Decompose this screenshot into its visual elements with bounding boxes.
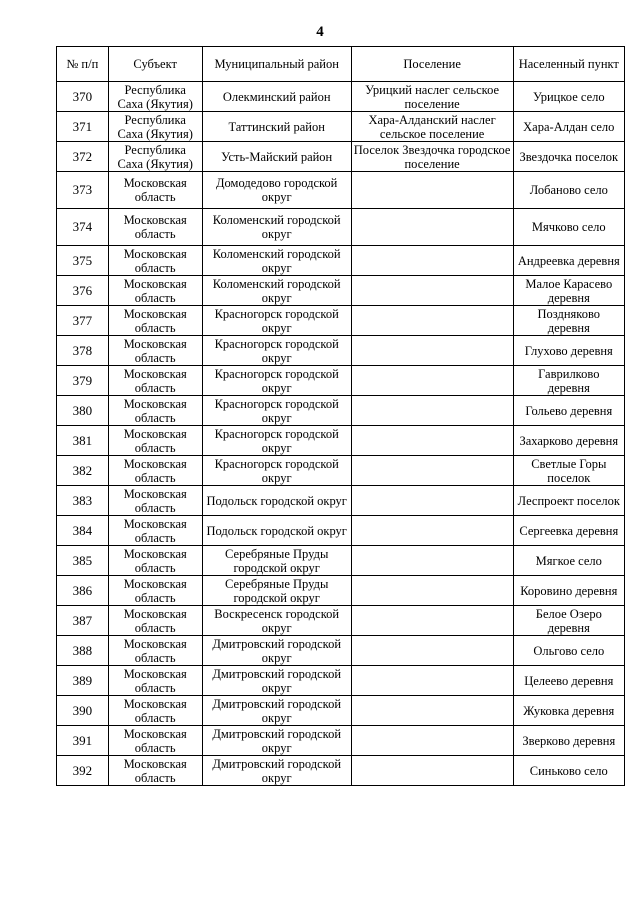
cell-municipal: Дмитровский городской округ — [202, 726, 351, 756]
cell-settlement — [351, 696, 513, 726]
cell-subject: Московская область — [108, 696, 202, 726]
cell-settlement — [351, 276, 513, 306]
cell-settlement — [351, 726, 513, 756]
table-row — [57, 666, 625, 696]
cell-municipal: Красногорск городской округ — [202, 396, 351, 426]
cell-subject: Московская область — [108, 396, 202, 426]
cell-municipal: Серебряные Пруды городской округ — [202, 576, 351, 606]
page-number: 4 — [316, 24, 324, 40]
cell-locality: Мягкое село — [513, 546, 624, 576]
cell-subject: Московская область — [108, 306, 202, 336]
header-subject: Субъект — [108, 47, 202, 82]
cell-locality: Светлые Горы поселок — [513, 456, 624, 486]
table-row — [57, 726, 625, 756]
cell-num: 381 — [57, 426, 109, 456]
table-row — [57, 336, 625, 366]
cell-municipal: Коломенский городской округ — [202, 246, 351, 276]
cell-num: 375 — [57, 246, 109, 276]
table-header-row — [57, 47, 625, 82]
cell-num: 390 — [57, 696, 109, 726]
cell-settlement — [351, 756, 513, 786]
cell-subject: Московская область — [108, 726, 202, 756]
cell-settlement — [351, 636, 513, 666]
cell-locality: Ольгово село — [513, 636, 624, 666]
cell-subject: Московская область — [108, 426, 202, 456]
cell-locality: Звездочка поселок — [513, 142, 624, 172]
settlements-table — [56, 46, 625, 786]
header-municipal: Муниципальный район — [202, 47, 351, 82]
cell-num: 391 — [57, 726, 109, 756]
cell-subject: Московская область — [108, 486, 202, 516]
cell-num: 371 — [57, 112, 109, 142]
cell-locality: Целеево деревня — [513, 666, 624, 696]
cell-subject: Московская область — [108, 336, 202, 366]
cell-locality: Леспроект поселок — [513, 486, 624, 516]
table-row — [57, 756, 625, 786]
cell-subject: Республика Саха (Якутия) — [108, 82, 202, 112]
cell-municipal: Дмитровский городской округ — [202, 666, 351, 696]
cell-locality: Глухово деревня — [513, 336, 624, 366]
table-row — [57, 426, 625, 456]
table-row — [57, 576, 625, 606]
cell-municipal: Олекминский район — [202, 82, 351, 112]
table-row — [57, 696, 625, 726]
cell-municipal: Усть-Майский район — [202, 142, 351, 172]
cell-locality: Малое Карасево деревня — [513, 276, 624, 306]
cell-municipal: Дмитровский городской округ — [202, 636, 351, 666]
cell-locality: Гаврилково деревня — [513, 366, 624, 396]
table-row — [57, 142, 625, 172]
cell-num: 380 — [57, 396, 109, 426]
cell-municipal: Подольск городской округ — [202, 516, 351, 546]
table-row — [57, 636, 625, 666]
cell-settlement — [351, 486, 513, 516]
cell-subject: Московская область — [108, 172, 202, 209]
cell-subject: Московская область — [108, 756, 202, 786]
cell-municipal: Красногорск городской округ — [202, 366, 351, 396]
cell-subject: Московская область — [108, 666, 202, 696]
cell-locality: Хара-Алдан село — [513, 112, 624, 142]
cell-subject: Московская область — [108, 636, 202, 666]
cell-settlement — [351, 336, 513, 366]
table-body — [57, 82, 625, 786]
cell-num: 373 — [57, 172, 109, 209]
cell-settlement — [351, 456, 513, 486]
cell-subject: Московская область — [108, 366, 202, 396]
cell-settlement — [351, 246, 513, 276]
cell-subject: Республика Саха (Якутия) — [108, 142, 202, 172]
cell-num: 383 — [57, 486, 109, 516]
cell-municipal: Красногорск городской округ — [202, 456, 351, 486]
cell-num: 374 — [57, 209, 109, 246]
table-row — [57, 516, 625, 546]
cell-municipal: Коломенский городской округ — [202, 209, 351, 246]
cell-locality: Урицкое село — [513, 82, 624, 112]
cell-municipal: Коломенский городской округ — [202, 276, 351, 306]
cell-settlement: Хара-Алданский наслег сельское поселение — [351, 112, 513, 142]
table-row — [57, 246, 625, 276]
cell-locality: Коровино деревня — [513, 576, 624, 606]
cell-subject: Московская область — [108, 606, 202, 636]
cell-num: 386 — [57, 576, 109, 606]
table-row — [57, 366, 625, 396]
cell-num: 370 — [57, 82, 109, 112]
table-row — [57, 172, 625, 209]
cell-locality: Андреевка деревня — [513, 246, 624, 276]
cell-settlement — [351, 209, 513, 246]
cell-municipal: Дмитровский городской округ — [202, 696, 351, 726]
cell-settlement — [351, 306, 513, 336]
table-row — [57, 486, 625, 516]
cell-municipal: Красногорск городской округ — [202, 336, 351, 366]
cell-settlement — [351, 426, 513, 456]
cell-subject: Республика Саха (Якутия) — [108, 112, 202, 142]
cell-subject: Московская область — [108, 576, 202, 606]
cell-locality: Зверково деревня — [513, 726, 624, 756]
cell-num: 372 — [57, 142, 109, 172]
table-row — [57, 396, 625, 426]
cell-locality: Захарково деревня — [513, 426, 624, 456]
header-locality: Населенный пункт — [513, 47, 624, 82]
cell-settlement: Поселок Звездочка городское поселение — [351, 142, 513, 172]
table-row — [57, 82, 625, 112]
cell-subject: Московская область — [108, 516, 202, 546]
cell-municipal: Красногорск городской округ — [202, 426, 351, 456]
cell-num: 392 — [57, 756, 109, 786]
cell-num: 377 — [57, 306, 109, 336]
cell-locality: Лобаново село — [513, 172, 624, 209]
cell-num: 384 — [57, 516, 109, 546]
table-row — [57, 209, 625, 246]
cell-num: 389 — [57, 666, 109, 696]
cell-locality: Мячково село — [513, 209, 624, 246]
cell-locality: Белое Озеро деревня — [513, 606, 624, 636]
cell-settlement — [351, 396, 513, 426]
cell-locality: Сергеевка деревня — [513, 516, 624, 546]
cell-num: 378 — [57, 336, 109, 366]
cell-settlement — [351, 666, 513, 696]
cell-municipal: Красногорск городской округ — [202, 306, 351, 336]
header-settlement: Поселение — [351, 47, 513, 82]
cell-settlement — [351, 172, 513, 209]
cell-num: 376 — [57, 276, 109, 306]
cell-num: 379 — [57, 366, 109, 396]
cell-municipal: Дмитровский городской округ — [202, 756, 351, 786]
cell-num: 387 — [57, 606, 109, 636]
cell-municipal: Серебряные Пруды городской округ — [202, 546, 351, 576]
cell-num: 388 — [57, 636, 109, 666]
table-row — [57, 276, 625, 306]
cell-subject: Московская область — [108, 456, 202, 486]
cell-subject: Московская область — [108, 276, 202, 306]
cell-locality: Синьково село — [513, 756, 624, 786]
table-row — [57, 112, 625, 142]
cell-subject: Московская область — [108, 209, 202, 246]
cell-locality: Гольево деревня — [513, 396, 624, 426]
cell-municipal: Таттинский район — [202, 112, 351, 142]
cell-municipal: Домодедово городской округ — [202, 172, 351, 209]
cell-settlement: Урицкий наслег сельское поселение — [351, 82, 513, 112]
cell-settlement — [351, 576, 513, 606]
cell-municipal: Подольск городской округ — [202, 486, 351, 516]
cell-settlement — [351, 516, 513, 546]
cell-municipal: Воскресенск городской округ — [202, 606, 351, 636]
cell-num: 382 — [57, 456, 109, 486]
table-row — [57, 456, 625, 486]
cell-subject: Московская область — [108, 246, 202, 276]
cell-locality: Жуковка деревня — [513, 696, 624, 726]
table-row — [57, 546, 625, 576]
cell-num: 385 — [57, 546, 109, 576]
cell-settlement — [351, 606, 513, 636]
cell-settlement — [351, 546, 513, 576]
table-row — [57, 306, 625, 336]
cell-locality: Поздняково деревня — [513, 306, 624, 336]
cell-subject: Московская область — [108, 546, 202, 576]
table-row — [57, 606, 625, 636]
header-num: № п/п — [57, 47, 109, 82]
cell-settlement — [351, 366, 513, 396]
